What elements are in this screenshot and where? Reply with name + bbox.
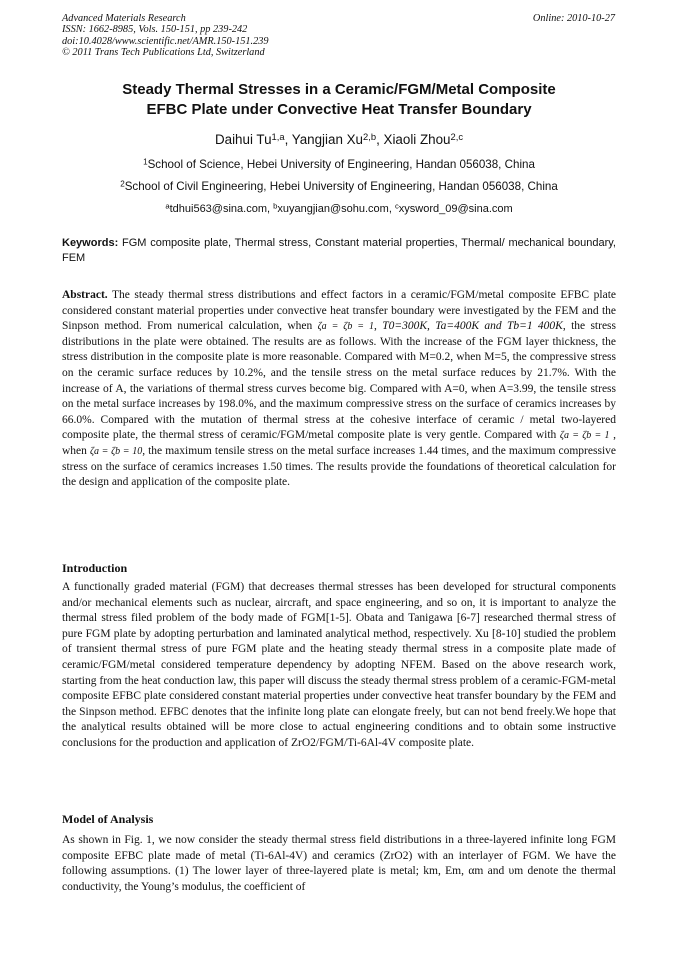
abstract-text: , the maximum tensile stress on the metal surface increases 1.44 times, and the maximum compressive stress on the surface of ceramics increases 1.50 times. The results provide the foundations of theoretical calculation for the design and application of the composite plate. <box>62 444 616 489</box>
keywords-block <box>62 236 616 266</box>
affiliation-text: School of Science, Hebei University of Engineering, Handan 056038, China <box>147 158 535 171</box>
author-name: Yangjian Xu <box>291 132 364 147</box>
introduction-text: A functionally graded material (FGM) that decreases thermal stresses has been developed for structural components and/or mechanical elements such as nuclear, aircraft, and space engineering, and so on, it is important to analyze the thermal stress filed problem of the body made of FGM[1-5]. Obata and Tanigawa [6-7] researched thermal stress of pure FGM plate by adopting perturbation and laminated analytical method, respectively. Xu [8-10] studied the problem of transient thermal stress of pure FGM plate and the heating steady thermal stress in a composite plate made of ceramic/FGM/metal considered temperature dependency by adopting NFEM. Based on the above research work, starting from the heat conduction law, this paper will discuss the steady thermal stress problem of a ceramic-FGM-metal composite EFBC plate considered constant material properties under convective heat transfer boundary by the FEM and the Sinpson method. EFBC denotes that the infinite long plate can elongate freely, but can not bend freely.We hope that the analytical results obtained will be more close to actual engineering conditions and to obtain some instructive conclusions for the production and application of <box>62 581 616 749</box>
section-heading-introduction: Introduction <box>62 561 128 575</box>
keywords-label: Keywords: <box>62 237 119 249</box>
email-mark: c <box>394 201 399 211</box>
journal-header <box>62 13 482 59</box>
affiliation <box>50 157 628 172</box>
abstract-block <box>62 288 616 491</box>
author-name: Xiaoli Zhou <box>383 132 451 147</box>
abstract-text: , when <box>62 429 617 457</box>
email-list <box>50 202 628 216</box>
equation-zeta: ζa = ζb = 10 <box>89 445 143 457</box>
email-mark: b <box>273 201 278 211</box>
introduction-text-tail: ZrO2/FGM/Ti-6Al-4V composite plate. <box>290 736 475 749</box>
keywords-text: FGM composite plate, Thermal stress, Constant material properties, Thermal/ mechanical boundary, FEM <box>62 237 616 264</box>
equation-zeta: ζa = ζb = 1 <box>317 321 374 333</box>
email-address: xuyangjian@sohu.com, <box>277 203 395 215</box>
author-list <box>60 131 618 149</box>
doi-line: doi:10.4028/www.scientific.net/AMR.150-151.239 <box>62 35 269 47</box>
author-affil-mark: 2,b <box>363 131 377 142</box>
title-line-1: Steady Thermal Stresses in a Ceramic/FGM/Metal Composite <box>122 81 556 98</box>
author-separator: , <box>284 132 292 147</box>
online-date: Online: 2010-10-27 <box>532 13 615 24</box>
abstract-text: , <box>374 320 383 333</box>
copyright-line: © 2011 Trans Tech Publications Ltd, Switzerland <box>62 47 265 59</box>
introduction-paragraph <box>62 580 616 752</box>
affiliation-text: School of Civil Engineering, Hebei University of Engineering, Handan 056038, China <box>124 180 558 193</box>
paper-title <box>60 80 618 120</box>
issn-line: ISSN: 1662-8985, Vols. 150-151, pp 239-242 <box>62 24 248 36</box>
email-mark: a <box>165 201 170 211</box>
author-name: Daihui Tu <box>214 132 272 147</box>
abstract-text: , the stress distributions in the plate were obtained. The results are as follows. With the increase of the FGM layer thickness, the stress distribution in the composite plate is more reasonable. Compared with M=0.2, when M=5, the compressive stress on the ceramic surface reduces by 10.2%, and the tensile stress on the metal surface reduces by 21.7%. With the increase of A, the variations of thermal stress curves become big. Compared with A=0, when A=3.99, the tensile stress on the metal surface increases by 198.0%, and the maximum compressive stress on the surface of ceramics increases by 66.0%. Compared with the mutation of thermal stress at the cohesive interface of ceramic / metal two-layered composite plate, the thermal stress of ceramic/FGM/metal composite plate is very gentle. Compared with <box>62 320 617 442</box>
author-affil-mark: 2,c <box>450 131 464 142</box>
abstract-text: The steady thermal stress distributions and effect factors in a ceramic/FGM/metal composite EFBC plate considered constant material properties under convective heat transfer boundary were investigated by the FEM and the Sinpson method. From numerical calculation, when <box>62 289 616 333</box>
author-affil-mark: 1,a <box>271 131 285 142</box>
section-heading-model: Model of Analysis <box>62 812 154 826</box>
author-separator: , <box>376 132 384 147</box>
affiliation-mark: 1 <box>143 157 148 167</box>
email-address: xysword_09@sina.com <box>398 203 513 215</box>
model-paragraph: As shown in Fig. 1, we now consider the steady thermal stress field distributions in a three-layered infinite long FGM composite EFBC plate made of metal (Ti-6Al-4V) and ceramics (ZrO2) with an interlayer of FGM. We have the following assumptions. (1) The lower layer of three-layered plate is metal; km, Em, αm and υm denote the thermal conductivity, the Young’s modulus, the coefficient of <box>62 834 616 893</box>
affiliation-mark: 2 <box>120 179 125 189</box>
equation-zeta: ζa = ζb = 1 <box>559 430 610 442</box>
abstract-label: Abstract. <box>62 289 108 301</box>
journal-name: Advanced Materials Research <box>62 13 186 24</box>
email-address: tdhui563@sina.com, <box>169 203 274 215</box>
title-line-2: EFBC Plate under Convective Heat Transfer Boundary <box>146 101 532 118</box>
affiliation <box>50 179 628 194</box>
temperature-values: T0=300K, Ta=400K and Tb=1 400K <box>382 320 563 333</box>
